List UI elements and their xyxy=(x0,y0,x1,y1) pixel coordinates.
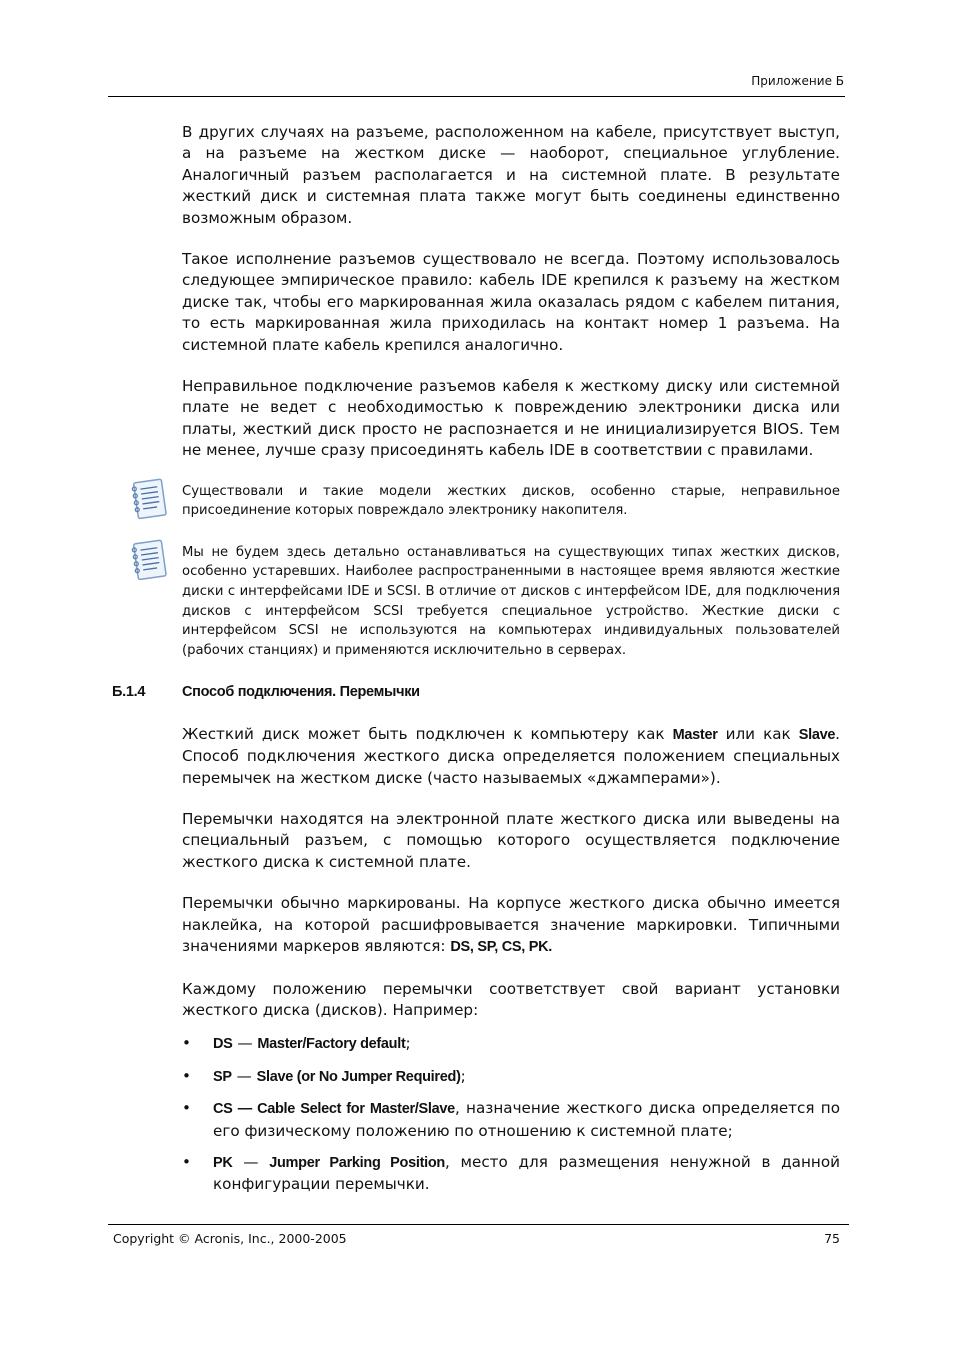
page-number: 75 xyxy=(824,1231,840,1246)
period: . xyxy=(548,939,553,956)
list-text: ; xyxy=(460,1066,466,1085)
text: Жесткий диск может быть подключен к компьютеру как xyxy=(182,724,673,743)
header-section-name: Приложение Б xyxy=(751,74,844,88)
dash: — xyxy=(232,1034,258,1053)
note-text: Мы не будем здесь детально останавливаться на существующих типах жестких дисков, особенно устаревших. Наиболее распространенными в настоящее время являются жесткие диски с интерфейсами IDE и SCSI. В отличие от дисков с интерфейсом IDE, для подключения дисков с интерфейсом SCSI требуется специальное устройство. Жесткие диски с интерфейсом SCSI не используются на компьютерах индивидуальных пользователей (рабочих станциях) и применяются исключительно в серверах. xyxy=(182,544,840,658)
note-icon xyxy=(128,538,170,584)
list-text: , назначение жесткого диска определяется по его физическому положению по отношению к системной плате; xyxy=(213,1099,840,1140)
paragraph: Такое исполнение разъемов существовало не всегда. Поэтому использовалось следующее эмпирическое правило: кабель IDE крепился к разъему на жестком диске так, чтобы его маркированная жила оказалась рядом с кабелем питания, то есть маркированная жила приходилась на контакт номер 1 разъема. На системной плате кабель крепился аналогично. xyxy=(182,250,840,354)
list-code: PK xyxy=(213,1154,233,1171)
note-block xyxy=(182,543,840,661)
paragraph-markers xyxy=(182,893,840,958)
bullet-icon: • xyxy=(182,1152,191,1171)
dash: — xyxy=(231,1066,257,1085)
paragraph: В других случаях на разъеме, расположенном на кабеле, присутствует выступ, а на разъеме на жестком диске — наоборот, специальное углубление. Аналогичный разъем располагается и на системной плате. В результате жесткий диск и системная плата также могут быть соединены единственно возможным образом. xyxy=(182,123,840,227)
list-code: SP xyxy=(213,1068,232,1085)
separator: , xyxy=(521,939,529,956)
list-term: Cable Select for Master/Slave xyxy=(257,1101,455,1118)
list-item xyxy=(182,1152,840,1196)
separator: , xyxy=(494,939,502,956)
bullet-icon: • xyxy=(182,1034,191,1053)
page-body xyxy=(112,122,840,1206)
list-term: Jumper Parking Position xyxy=(269,1154,445,1171)
term-slave: Slave xyxy=(798,726,836,743)
paragraph: Неправильное подключение разъемов кабеля к жесткому диску или системной плате не ведет с необходимостью к повреждению электроники диска или платы, жесткий диск просто не распознается и не инициализируется BIOS. Тем не менее, лучше сразу присоединять кабель IDE в соответствии с правилами. xyxy=(182,377,840,460)
note-block xyxy=(182,482,840,521)
bullet-icon: • xyxy=(182,1099,191,1118)
marker-ds: DS xyxy=(450,939,470,956)
jumper-list xyxy=(182,1033,840,1195)
separator: , xyxy=(469,939,478,956)
list-term: Master/Factory default xyxy=(257,1036,406,1053)
marker-cs: CS xyxy=(501,939,522,956)
term-master: Master xyxy=(672,726,718,743)
paragraph: Каждому положению перемычки соответствует свой вариант установки жесткого диска (дисков). Например: xyxy=(182,979,840,1019)
text: Перемычки обычно маркированы. На корпусе жесткого диска обычно имеется наклейка, на которой расшифровывается значение маркировки. Типичными значениями маркеров являются: xyxy=(182,894,840,956)
section-title: Способ подключения. Перемычки xyxy=(182,684,420,701)
note-text: Существовали и такие модели жестких дисков, особенно старые, неправильное присоединение которых повреждало электронику накопителя. xyxy=(182,483,840,519)
dash: — xyxy=(232,1152,270,1171)
marker-sp: SP xyxy=(477,939,495,956)
footer-divider xyxy=(108,1224,849,1225)
header-divider xyxy=(108,96,845,97)
section-number: Б.1.4 xyxy=(112,684,146,701)
marker-pk: PK xyxy=(528,939,549,956)
list-item xyxy=(182,1098,840,1142)
list-text: ; xyxy=(405,1034,411,1053)
text: . Способ подключения жесткого диска определяется положением специальных перемычек на жестком диске (часто называемых «джамперами»). xyxy=(182,724,840,787)
list-code: CS xyxy=(213,1101,233,1118)
list-term: Slave (or No Jumper Required) xyxy=(256,1068,461,1085)
bullet-icon: • xyxy=(182,1066,191,1085)
list-text: , место для размещения ненужной в данной конфигурации перемычки. xyxy=(213,1152,840,1194)
list-code: DS xyxy=(213,1036,233,1053)
list-item xyxy=(182,1033,840,1055)
text: или как xyxy=(717,724,799,743)
note-icon xyxy=(128,477,170,523)
section-heading xyxy=(112,682,840,703)
paragraph-master-slave xyxy=(182,724,840,789)
dash: — xyxy=(232,1101,258,1118)
list-item xyxy=(182,1066,840,1088)
paragraph: Перемычки находятся на электронной плате жесткого диска или выведены на специальный разъем, с помощью которого осуществляется подключение жесткого диска к системной плате. xyxy=(182,810,840,871)
copyright: Copyright © Acronis, Inc., 2000-2005 xyxy=(113,1231,347,1246)
